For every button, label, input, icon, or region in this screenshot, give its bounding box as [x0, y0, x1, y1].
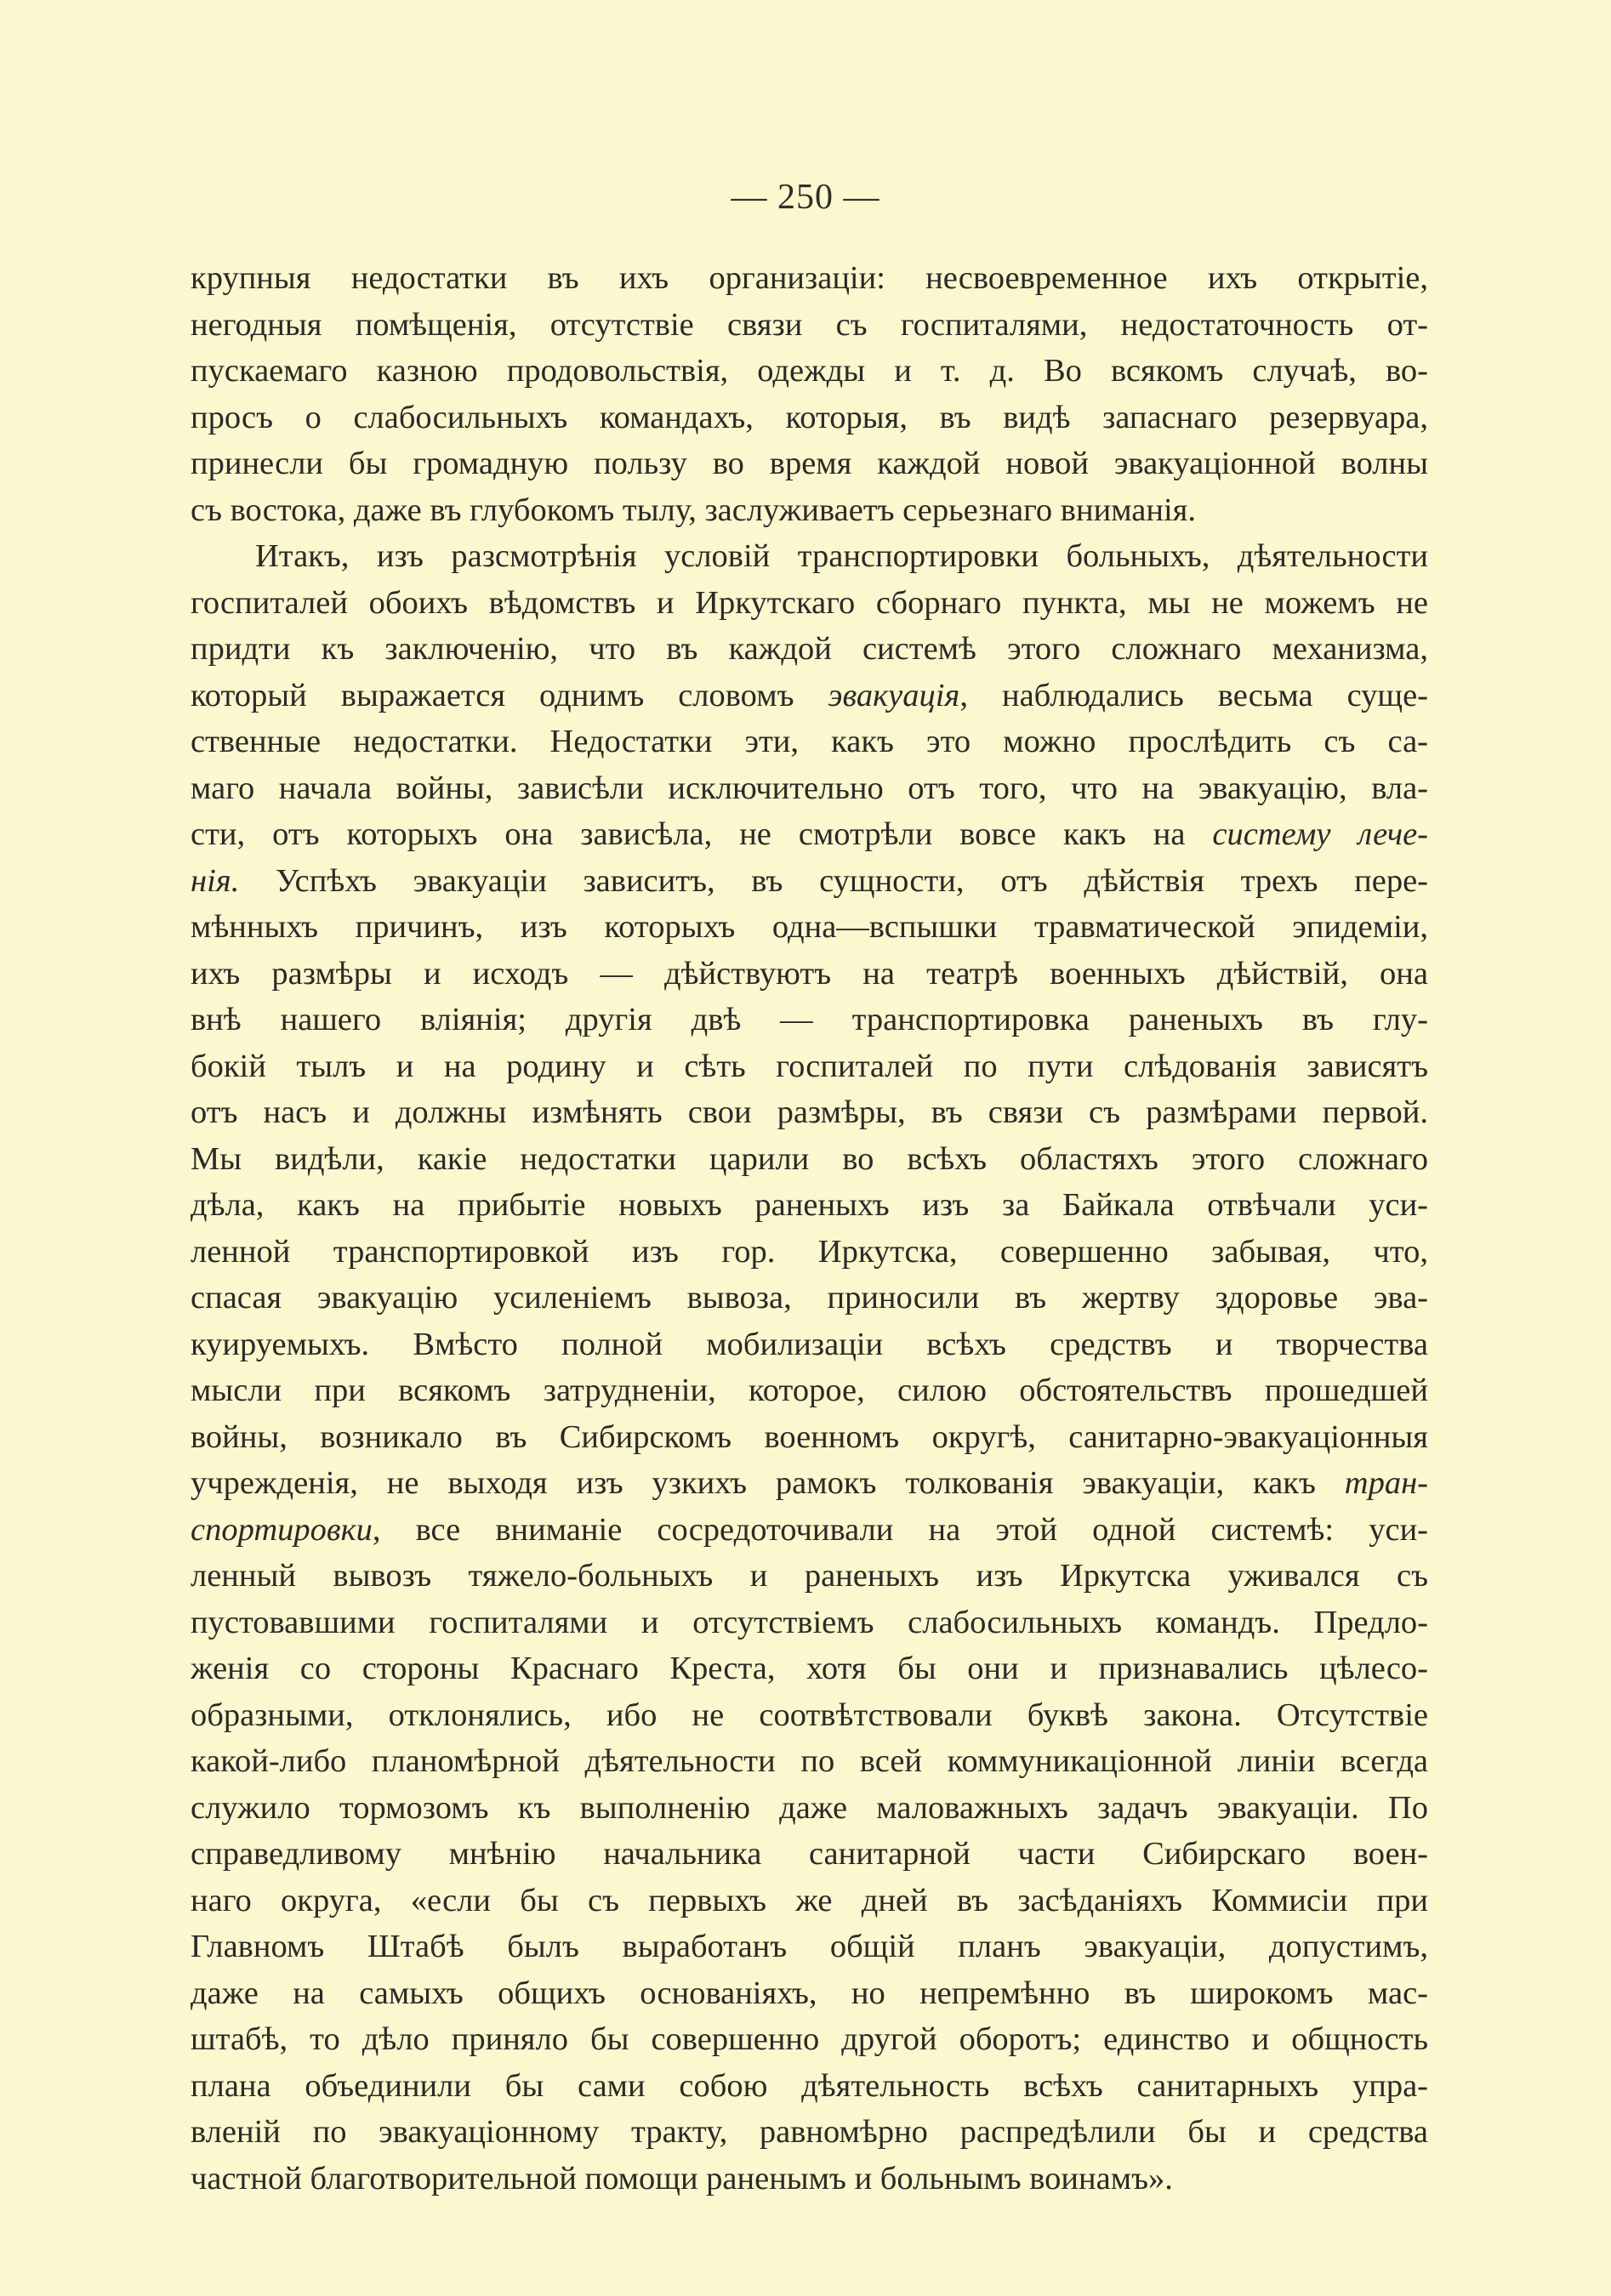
italic-text: систему лече-	[1212, 816, 1428, 852]
text-segment: ленной транспортировкой изъ гор. Иркутска, совершенно забывая, что,	[191, 1233, 1428, 1270]
text-segment: плана объединили бы сами собою дѣятельность всѣхъ санитарныхъ упра-	[191, 2067, 1428, 2104]
text-segment: ихъ размѣры и исходъ — дѣйствуютъ на театрѣ военныхъ дѣйствій, она	[191, 955, 1428, 992]
text-line	[191, 1600, 1428, 1646]
text-segment: войны, возникало въ Сибирскомъ военномъ округѣ, санитарно-эвакуаціонныя	[191, 1418, 1428, 1455]
text-line	[191, 580, 1428, 627]
text-line	[191, 1831, 1428, 1878]
text-segment: образными, отклонялись, ибо не соотвѣтствовали буквѣ закона. Отсутствіе	[191, 1696, 1428, 1733]
text-segment: Главномъ Штабѣ былъ выработанъ общій планъ эвакуаціи, допустимъ,	[191, 1929, 1428, 1964]
text-segment: съ востока, даже въ глубокомъ тылу, заслуживаетъ серьезнаго вниманія.	[191, 492, 1197, 528]
text-segment: ственные недостатки. Недостатки эти, какъ это можно прослѣдить съ са-	[191, 724, 1428, 759]
text-line	[191, 673, 1428, 719]
text-segment: который выражается однимъ словомъ	[191, 677, 828, 713]
text-line	[191, 1414, 1428, 1461]
text-line	[191, 533, 1428, 580]
text-line	[191, 1229, 1428, 1276]
text-line	[191, 1507, 1428, 1554]
italic-text: спортировки	[191, 1511, 373, 1548]
text-segment: крупныя недостатки въ ихъ организаціи: несвоевременное ихъ открытіе,	[191, 260, 1428, 296]
text-line	[191, 1970, 1428, 2017]
text-line	[191, 1924, 1428, 1970]
text-segment: госпиталей обоихъ вѣдомствъ и Иркутскаго сборнаго пункта, мы не можемъ не	[191, 584, 1428, 621]
text-line	[191, 1460, 1428, 1507]
text-segment: бокій тылъ и на родину и сѣть госпиталей по пути слѣдованія зависятъ	[191, 1048, 1428, 1084]
text-segment: учрежденія, не выходя изъ узкихъ рамокъ толкованія эвакуаціи, какъ	[191, 1465, 1345, 1501]
text-line	[191, 1645, 1428, 1692]
text-line	[191, 1136, 1428, 1183]
text-segment: негодныя помѣщенія, отсутствіе связи съ госпиталями, недостаточность от-	[191, 306, 1428, 343]
text-segment: ленный вывозъ тяжело-больныхъ и раненыхъ изъ Иркутска уживался съ	[191, 1558, 1428, 1594]
text-line	[191, 997, 1428, 1043]
text-line	[191, 487, 1428, 534]
text-segment: придти къ заключенію, что въ каждой системѣ этого сложнаго механизма,	[191, 631, 1428, 667]
text-line	[191, 2156, 1428, 2202]
text-segment: , наблюдались весьма суще-	[959, 677, 1428, 713]
text-segment: вленій по эвакуаціонному тракту, равномѣрно распредѣлили бы и средства	[191, 2114, 1428, 2150]
text-segment: Итакъ, изъ разсмотрѣнія условій транспортировки больныхъ, дѣятельности	[255, 538, 1428, 574]
text-segment: спасая эвакуацію усиленіемъ вывоза, приносили въ жертву здоровье эва-	[191, 1280, 1428, 1316]
text-line	[191, 719, 1428, 765]
text-segment: Успѣхъ эвакуаціи зависитъ, въ сущности, отъ дѣйствія трехъ пере-	[239, 862, 1428, 899]
text-line	[191, 951, 1428, 997]
text-segment: просъ о слабосильныхъ командахъ, которыя, въ видѣ запаснаго резервуара,	[191, 399, 1428, 435]
text-line	[191, 1182, 1428, 1229]
text-line	[191, 1738, 1428, 1785]
text-segment: , все вниманіе сосредоточивали на этой одной системѣ: уси-	[372, 1511, 1428, 1548]
text-segment: частной благотворительной помощи раненымъ и больнымъ воинамъ».	[191, 2160, 1173, 2197]
text-line	[191, 255, 1428, 302]
italic-text: нія.	[191, 862, 240, 899]
text-segment: мысли при всякомъ затрудненіи, которое, силою обстоятельствъ прошедшей	[191, 1372, 1428, 1408]
text-line	[191, 395, 1428, 441]
text-line	[191, 2063, 1428, 2110]
text-segment: даже на самыхъ общихъ основаніяхъ, но непремѣнно въ широкомъ мас-	[191, 1975, 1428, 2011]
text-line	[191, 1089, 1428, 1136]
text-segment: мѣнныхъ причинъ, изъ которыхъ одна—вспышки травматической эпидеміи,	[191, 909, 1428, 945]
text-segment: женія со стороны Краснаго Креста, хотя бы они и признавались цѣлесо-	[191, 1651, 1428, 1686]
text-segment: наго округа, «если бы съ первыхъ же дней въ засѣданіяхъ Коммисіи при	[191, 1882, 1428, 1918]
text-line	[191, 626, 1428, 673]
text-segment: пустовавшими госпиталями и отсутствіемъ слабосильныхъ командъ. Предло-	[191, 1604, 1428, 1640]
text-line	[191, 1878, 1428, 1924]
text-line	[191, 1275, 1428, 1321]
text-segment: куируемыхъ. Вмѣсто полной мобилизаціи всѣхъ средствъ и творчества	[191, 1326, 1428, 1362]
text-line	[191, 1553, 1428, 1600]
text-segment: справедливому мнѣнію начальника санитарной части Сибирскаго воен-	[191, 1836, 1428, 1872]
text-segment: пускаемаго казною продовольствія, одежды и т. д. Во всякомъ случаѣ, во-	[191, 353, 1428, 389]
text-line	[191, 1692, 1428, 1739]
body-text	[191, 255, 1428, 2202]
italic-text: тран-	[1344, 1465, 1428, 1501]
text-segment: маго начала войны, зависѣли исключительно отъ того, что на эвакуацію, вла-	[191, 770, 1428, 806]
text-segment: штабѣ, то дѣло приняло бы совершенно другой оборотъ; единство и общность	[191, 2021, 1428, 2057]
text-line	[191, 2109, 1428, 2156]
text-line	[191, 440, 1428, 487]
text-segment: отъ насъ и должны измѣнять свои размѣры, въ связи съ размѣрами первой.	[191, 1094, 1428, 1130]
text-line	[191, 2016, 1428, 2063]
text-line	[191, 811, 1428, 858]
text-line	[191, 1321, 1428, 1368]
text-line	[191, 302, 1428, 349]
text-segment: внѣ нашего вліянія; другія двѣ — транспортировка раненыхъ въ глу-	[191, 1002, 1428, 1037]
text-segment: дѣла, какъ на прибытіе новыхъ раненыхъ изъ за Байкала отвѣчали уси-	[191, 1187, 1428, 1223]
text-line	[191, 348, 1428, 395]
text-line	[191, 1785, 1428, 1832]
text-line	[191, 1043, 1428, 1090]
italic-text: эвакуація	[828, 677, 960, 713]
text-line	[191, 765, 1428, 812]
text-segment: какой-либо планомѣрной дѣятельности по всей коммуникаціонной линіи всегда	[191, 1743, 1428, 1779]
text-line	[191, 1367, 1428, 1414]
text-segment: сти, отъ которыхъ она зависѣла, не смотрѣли вовсе какъ на	[191, 816, 1213, 852]
text-line	[191, 904, 1428, 951]
page-number: — 250 —	[731, 178, 880, 217]
text-line	[191, 858, 1428, 905]
text-segment: Мы видѣли, какіе недостатки царили во всѣхъ областяхъ этого сложнаго	[191, 1140, 1428, 1177]
text-segment: служило тормозомъ къ выполненію даже маловажныхъ задачъ эвакуаціи. По	[191, 1789, 1428, 1826]
text-segment: принесли бы громадную пользу во время каждой новой эвакуаціонной волны	[191, 446, 1428, 481]
